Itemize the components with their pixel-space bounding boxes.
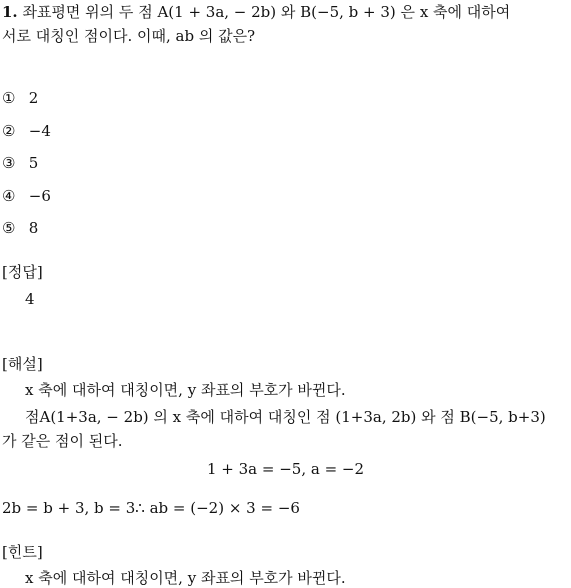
choice-value: −6	[28, 187, 51, 205]
choice-value: 2	[28, 89, 39, 107]
choice-value: −4	[28, 122, 51, 140]
hint-line-1: x 축에 대하여 대칭이면, y 좌표의 부호가 바뀐다.	[25, 569, 346, 587]
explanation-header: [해설]	[2, 355, 43, 373]
choice-mark: ③	[2, 154, 16, 172]
choice-4[interactable]	[2, 186, 51, 206]
hint-header: [힌트]	[2, 543, 43, 561]
answer-value: 4	[25, 290, 35, 308]
choice-mark: ②	[2, 122, 16, 140]
explanation-line-2: 점A(1+3a, − 2b) 의 x 축에 대하여 대칭인 점 (1+3a, 2b) 와 점 B(−5, b+3)	[25, 408, 546, 426]
question-line-1	[2, 2, 510, 22]
explanation-equation-1: 1 + 3a = −5, a = −2	[206, 460, 365, 478]
choice-value: 5	[28, 154, 39, 172]
answer-header: [정답]	[2, 263, 43, 281]
question-text-1: 좌표평면 위의 두 점 A(1 + 3a, − 2b) 와 B(−5, b + 3) 은 x 축에 대하여	[22, 3, 511, 21]
choice-3[interactable]	[2, 153, 38, 173]
question-number: 1.	[2, 3, 18, 21]
choice-mark: ④	[2, 187, 16, 205]
choice-1[interactable]	[2, 88, 38, 108]
choice-mark: ⑤	[2, 219, 16, 237]
explanation-line-3: 가 같은 점이 된다.	[2, 432, 123, 450]
choice-5[interactable]	[2, 218, 38, 238]
choice-value: 8	[28, 219, 39, 237]
choice-mark: ①	[2, 89, 16, 107]
explanation-line-1: x 축에 대하여 대칭이면, y 좌표의 부호가 바뀐다.	[25, 381, 346, 399]
choice-2[interactable]	[2, 121, 51, 141]
explanation-equation-2: 2b = b + 3, b = 3∴ ab = (−2) × 3 = −6	[2, 499, 300, 517]
question-line-2: 서로 대칭인 점이다. 이때, ab 의 값은?	[2, 27, 256, 45]
